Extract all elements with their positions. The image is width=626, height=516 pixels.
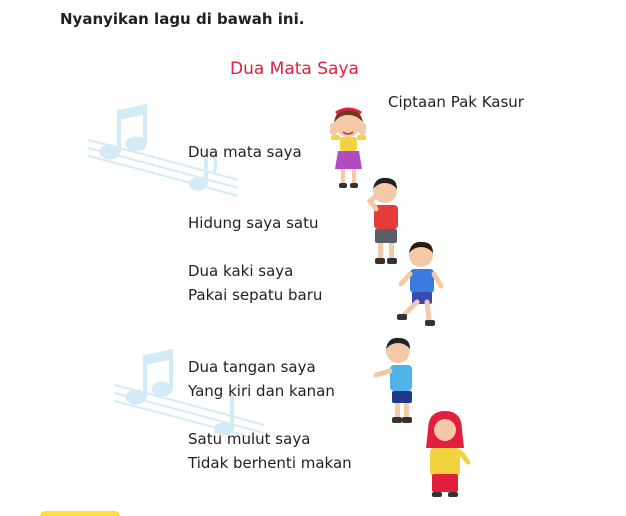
instruction-text: Nyanyikan lagu di bawah ini. xyxy=(60,10,305,28)
boy-kicking-icon xyxy=(395,240,445,330)
lyric-line: Yang kiri dan kanan xyxy=(188,382,335,400)
song-author: Ciptaan Pak Kasur xyxy=(388,93,524,111)
girl-hijab-eating-icon xyxy=(420,408,470,500)
lyric-line: Satu mulut saya xyxy=(188,430,311,448)
lyric-line: Tidak berhenti makan xyxy=(188,454,352,472)
lyric-stanza xyxy=(188,355,335,403)
song-title: Dua Mata Saya xyxy=(230,59,359,79)
lyric-line xyxy=(188,140,302,164)
girl-covering-eyes-icon xyxy=(328,105,370,193)
lyric-line: Dua kaki saya xyxy=(188,262,294,280)
page-edge-accent xyxy=(40,511,120,516)
lyric-line: Dua mata saya xyxy=(188,143,302,161)
boy-waving-hands-icon xyxy=(370,335,422,430)
lyric-line xyxy=(188,211,319,235)
lyric-line: Pakai sepatu baru xyxy=(188,286,323,304)
lyric-stanza xyxy=(188,259,322,307)
lyric-line: Dua tangan saya xyxy=(188,358,316,376)
lyric-stanza xyxy=(188,427,352,475)
lyric-line: Hidung saya satu xyxy=(188,214,319,232)
